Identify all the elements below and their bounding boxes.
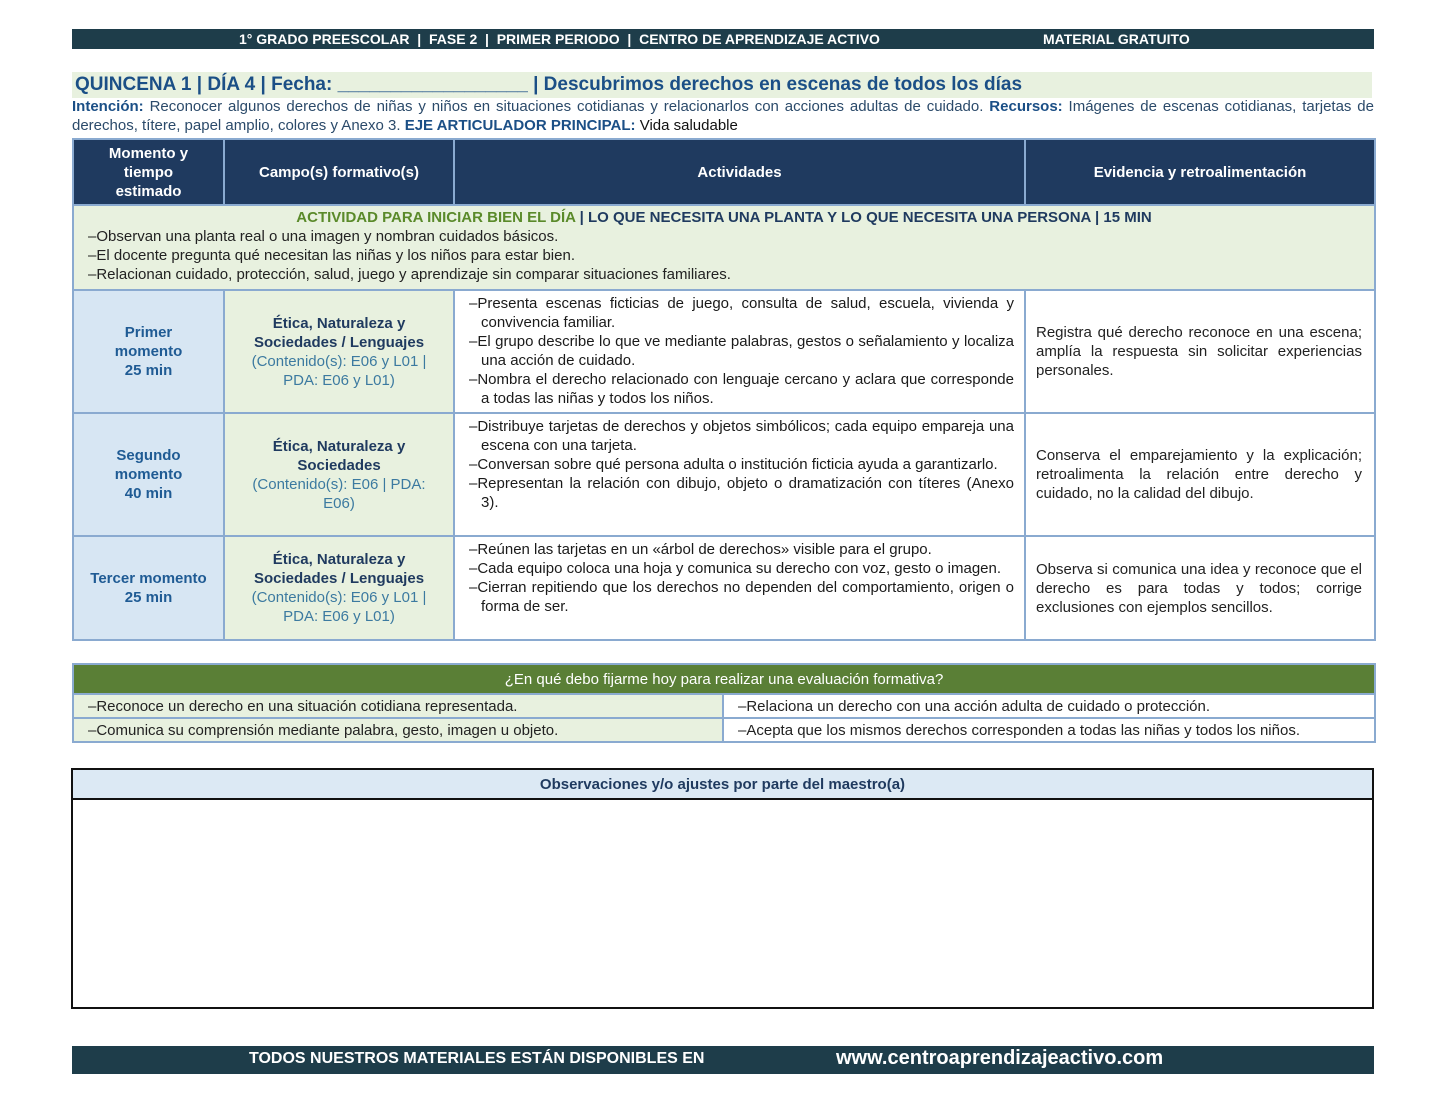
list-item: –Relacionan cuidado, protección, salud, juego y aprendizaje sin comparar situaciones familiares. [88, 266, 731, 283]
campo-cell [224, 290, 454, 413]
list-item: –Nombra el derecho relacionado con lenguaje cercano y aclara que corresponde a todas las niñas y todos los niños. [469, 371, 1014, 407]
moment-time: 40 min [124, 485, 173, 502]
table-row [73, 290, 1375, 413]
campo-name: Ética, Naturaleza y Sociedades [272, 437, 406, 474]
evidence-cell: Registra qué derecho reconoce en una escena; amplía la respuesta sin solicitar experiencias personales. [1025, 290, 1375, 413]
top-banner [72, 29, 1374, 49]
moment-cell [73, 413, 224, 536]
list-item: –Presenta escenas ficticias de juego, consulta de salud, escuela, vivienda y convivencia familiar. [469, 295, 1014, 331]
evaluation-item: –Relaciona un derecho con una acción adulta de cuidado o protección. [723, 694, 1375, 718]
activities-cell [454, 413, 1025, 536]
intention-text: Reconocer algunos derechos de niñas y niños en situaciones cotidianas y relacionarlos con acciones adultas de cuidado. [149, 98, 984, 115]
evaluation-title: ¿En qué debo fijarme hoy para realizar una evaluación formativa? [73, 664, 1375, 694]
list-item: –Conversan sobre qué persona adulta o institución ficticia ayuda a garantizarlo. [469, 456, 998, 473]
start-activity-title [88, 208, 1360, 227]
header-activities: Actividades [454, 139, 1025, 205]
header-moment: Momento y tiempo estimado [73, 139, 224, 205]
observations-writing-area[interactable] [73, 800, 1372, 1007]
plan-table [72, 138, 1376, 641]
table-row [73, 536, 1375, 640]
intention-paragraph [72, 97, 1374, 135]
campo-content: (Contenido(s): E06 | PDA: E06) [252, 475, 426, 512]
moment-label: Segundo [116, 447, 181, 464]
header-evidence: Evidencia y retroalimentación [1025, 139, 1375, 205]
activities-cell [454, 536, 1025, 640]
campo-content: (Contenido(s): E06 y L01 | PDA: E06 y L01) [251, 352, 427, 389]
evaluation-item: –Acepta que los mismos derechos corresponden a todas las niñas y todos los niños. [723, 718, 1375, 742]
list-item: –Representan la relación con dibujo, objeto o dramatización con títeres (Anexo 3). [469, 475, 1014, 511]
start-activity-cell [73, 205, 1375, 290]
footer-url-link[interactable]: www.centroaprendizajeactivo.com [836, 1047, 1164, 1069]
evidence-cell: Conserva el emparejamiento y la explicación; retroalimenta la relación entre derecho y cuidado, no la calidad del dibujo. [1025, 413, 1375, 536]
footer-banner [72, 1046, 1374, 1074]
evidence-cell: Observa si comunica una idea y reconoce que el derecho es para todas y todos; corrige exclusiones con ejemplos sencillos. [1025, 536, 1375, 640]
moment-label: momento [114, 466, 183, 483]
evaluation-table [72, 663, 1376, 743]
campo-cell [224, 536, 454, 640]
start-activity-label: ACTIVIDAD PARA INICIAR BIEN EL DÍA [296, 209, 576, 226]
observations-box [71, 768, 1374, 1009]
axis-text: Vida saludable [639, 117, 738, 134]
header-info: 1° GRADO PREESCOLAR | FASE 2 | PRIMER PERIODO | CENTRO DE APRENDIZAJE ACTIVO [239, 31, 880, 47]
moment-label: momento [114, 343, 183, 360]
campo-content: (Contenido(s): E06 y L01 | PDA: E06 y L01) [251, 589, 427, 625]
moment-time: 25 min [124, 362, 173, 379]
list-item: –Distribuye tarjetas de derechos y objetos simbólicos; cada equipo empareja una escena con una tarjeta. [469, 418, 1014, 454]
campo-cell [224, 413, 454, 536]
evaluation-item: –Comunica su comprensión mediante palabra, gesto, imagen u objeto. [73, 718, 723, 742]
table-row [73, 413, 1375, 536]
moment-cell [73, 536, 224, 640]
moment-label: Tercer momento [90, 570, 207, 587]
axis-label: EJE ARTICULADOR PRINCIPAL: [404, 117, 636, 134]
campo-name: Ética, Naturaleza y Sociedades / Lenguajes [253, 314, 425, 351]
list-item: –Reúnen las tarjetas en un «árbol de derechos» visible para el grupo. [469, 541, 932, 558]
page-title: QUINCENA 1 | DÍA 4 | Fecha: __________________ | Descubrimos derechos en escenas de todos los días [75, 74, 1023, 95]
list-item: –El docente pregunta qué necesitan las niñas y los niños para estar bien. [88, 247, 575, 264]
header-free-label: MATERIAL GRATUITO [1043, 31, 1190, 47]
resources-label: Recursos: [989, 98, 1063, 115]
table-header-row [73, 139, 1375, 205]
list-item: –Cierran repitiendo que los derechos no dependen del comportamiento, origen o forma de ser. [469, 579, 1014, 615]
observations-title: Observaciones y/o ajustes por parte del maestro(a) [73, 770, 1372, 800]
page-title-bar [72, 72, 1372, 98]
footer-text: TODOS NUESTROS MATERIALES ESTÁN DISPONIBLES EN [249, 1050, 705, 1067]
list-item: –Cada equipo coloca una hoja y comunica su derecho con voz, gesto o imagen. [469, 560, 1002, 577]
evaluation-item: –Reconoce un derecho en una situación cotidiana representada. [73, 694, 723, 718]
list-item: –El grupo describe lo que ve mediante palabras, gestos o señalamiento y localiza una acción de cuidado. [469, 333, 1014, 369]
intention-label: Intención: [72, 98, 144, 115]
moment-label: Primer [124, 324, 173, 341]
header-campo: Campo(s) formativo(s) [224, 139, 454, 205]
list-item: –Observan una planta real o una imagen y nombran cuidados básicos. [88, 228, 559, 245]
start-activity-name: | LO QUE NECESITA UNA PLANTA Y LO QUE NECESITA UNA PERSONA | 15 MIN [575, 209, 1152, 226]
activities-cell [454, 290, 1025, 413]
moment-cell [73, 290, 224, 413]
campo-name: Ética, Naturaleza y Sociedades / Lenguajes [253, 551, 425, 587]
moment-time: 25 min [124, 589, 173, 606]
start-activity-row [73, 205, 1375, 290]
resources-text: Imágenes de escenas cotidianas, tarjetas de derechos, títere, papel amplio, colores y Anexo 3. [72, 98, 1374, 134]
